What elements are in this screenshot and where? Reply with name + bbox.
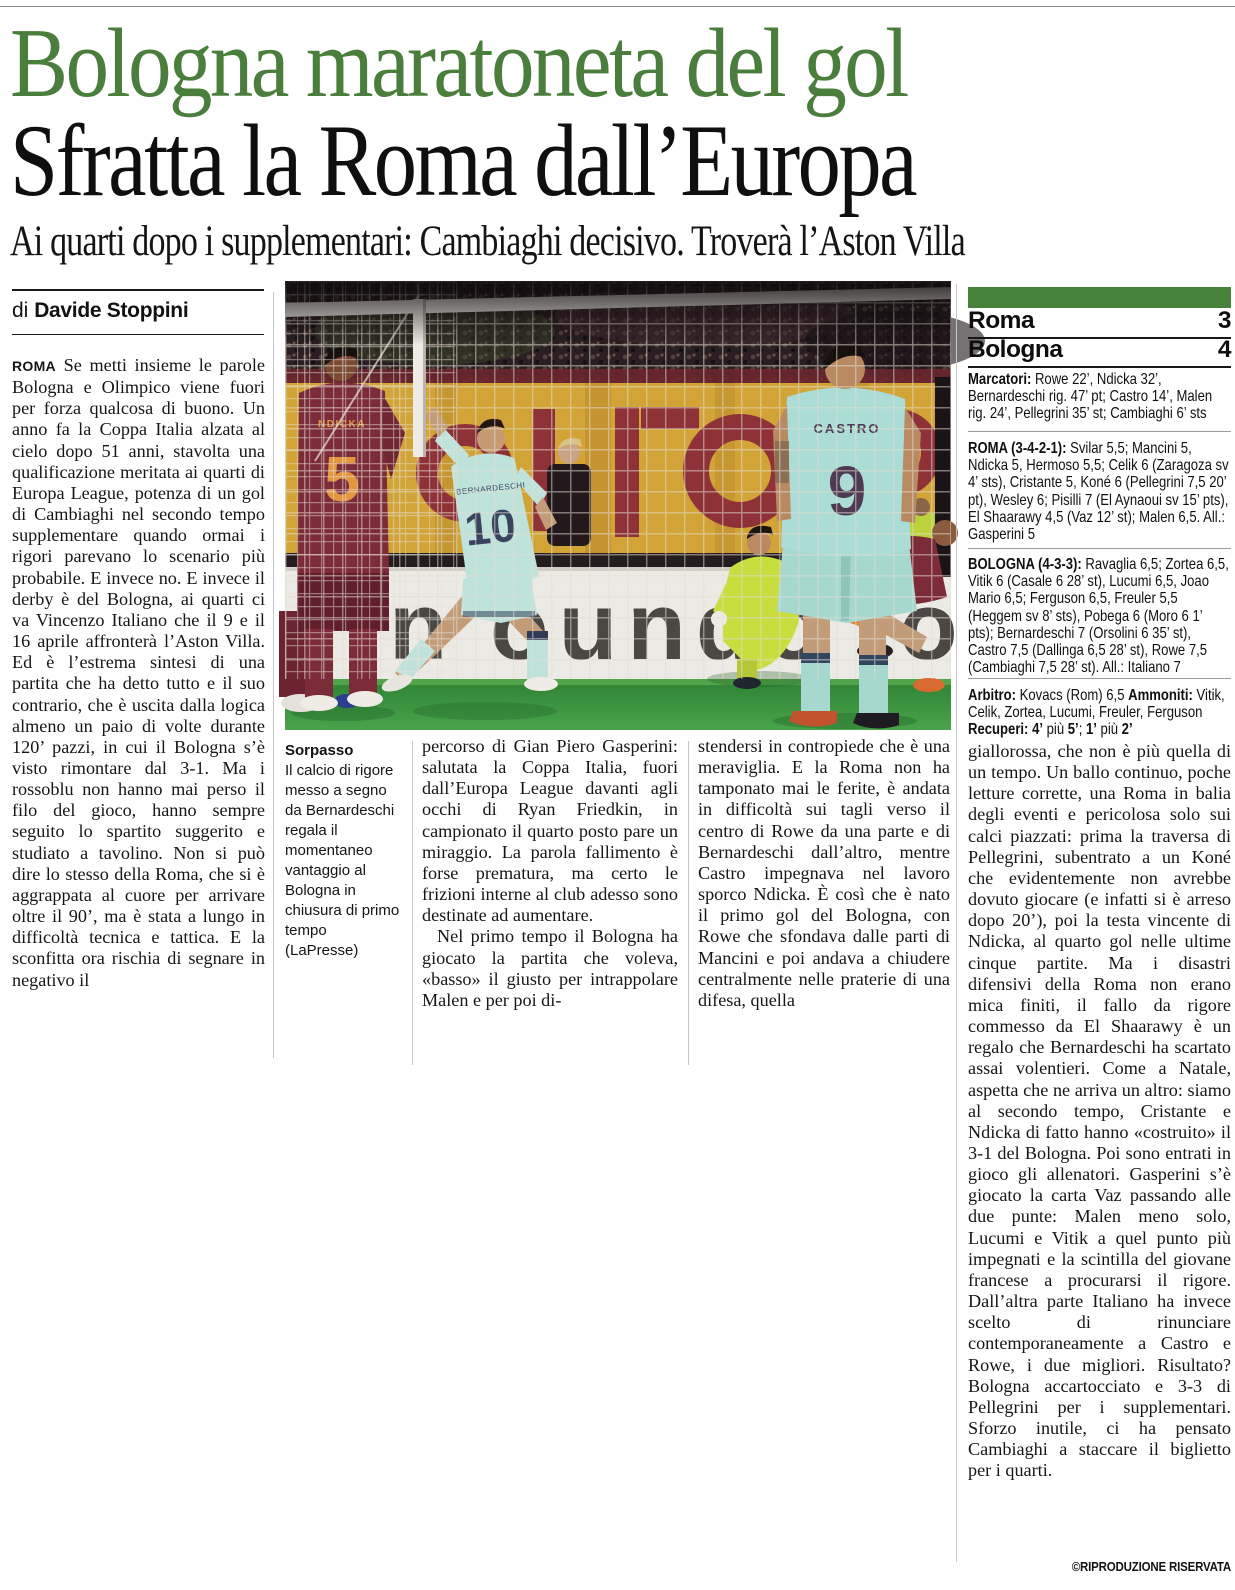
byline-author: Davide Stoppini — [34, 299, 189, 322]
match-photo — [285, 281, 951, 730]
article-col4-text: giallorossa, che non è più quella di un tempo. Un ballo continuo, poche letture corrette, una Roma in balia degli eventi e pericolosa solo sui calci piazzati: prima la traversa di Pellegrini, subentrato a un Koné che evidentemente non avrebbe dovuto giocare (e infatti si è arreso dopo 20’), poi la testa vincente di Ndicka, al quarto gol nelle ultime cinque partite. Ma i disastri difensivi della Roma non erano mica finiti, il fallo da rigore commesso da El Shaarawy è un regalo che Bernardeschi ha scartato assai volentieri. Come a Natale, aspetta che ne arriva un altro: siamo al secondo tempo, Cristante e Ndicka di fatto hanno «costruito» il 3-1 del Bologna. Poi sono entrati in gioco gli allenatori. Gasperini s’è giocato la carta Vaz passando alle due punte: Malen meno solo, Lucumi e Vitik a quel punto più impegnati e la scintilla del giovane francese a procurarsi il rigore. Dall’altra parte Italiano ha invece scelto di rinunciare contemporaneamente a Castro e Rowe, i due migliori. Risultato? Bologna accartocciato e 3-3 di Pellegrini per i supplementari. Sforzo inutile, ci ha pensato Cambiaghi a staccare il biglietto per i quarti. — [968, 741, 1231, 1481]
ammoniti-label: Ammoniti: — [1128, 687, 1197, 704]
away-team-score: 4 — [1217, 336, 1231, 363]
article-col1-text: Se metti insieme le parole Bologna e Olimpico viene fuori per forza qualcosa di buono. Un anno fa la Coppa Italia alzata al cielo dopo 51 anni, stavolta una qualificazione meritata ai quarti di Europa League, potenza di un gol di Cambiaghi nel secondo tempo supplementare quando ormai i rigori parevano lo scenario più probabile. E invece no. E invece il derby è del Bologna, ai quarti ci va Vincenzo Italiano che il 9 e il 16 aprile affronterà l’Aston Villa. Ed è l’estrema sintesi di una partita che ha detto tutto e il suo contrario, che è uscita dalla logica almeno un paio di volte durante 120’ pazzi, in cui il Bologna s’è visto rimontare dal 3-1. Ma i rossoblu non hanno mai perso il filo del gioco, hanno sempre seguito lo spartito suggerito e studiato a tavolino. Non si può dire lo stesso della Roma, che si è aggrappata al cuore per arrivare oltre il 90’, ma è stata a lungo in difficoltà tecnica e tattica. E la sconfitta ora rischia di segnare in negativo il — [12, 355, 265, 990]
photo-caption — [285, 741, 404, 961]
recuperi-label: Recuperi: — [968, 721, 1033, 739]
kicker-headline: Bologna maratoneta del gol — [10, 9, 907, 118]
home-team-score: 3 — [1217, 307, 1231, 334]
article-col2-p2: Nel primo tempo il Bologna ha giocato la partita che voleva, «basso» il giusto per intrappolare Malen e per poi di- — [422, 926, 678, 1010]
article-col2-p1: percorso di Gian Piero Gasperini: salutata la Coppa Italia, fuori dall’Europa League davanti agli occhi di Ryan Friedkin, in campionato il quarto posto pare un miraggio. La parola fallimento è forse prematura, ma certo le frizioni interne al club adesso sono destinate ad aumentare. — [422, 736, 678, 926]
bologna-lineup-text: Ravaglia 6,5; Zortea 6,5, Vitik 6 (Casale 6 28’ st), Lucumi 6,5, Joao Mario 6,5; Ferguson 6,5, Freuler 5,5 (Heggem sv 8’ sts), Pobega 6 (Moro 6 1’ pts); Bernardeschi 7 (Orsolini 6 35’ st), Castro 7,5 (Dallinga 6,5 28’ st), Rowe 7,5 (Cambiaghi 7,5 28’ st). All.: Italiano 7 — [968, 556, 1229, 677]
match-photo-illustration — [285, 281, 951, 730]
scorebox-away-row — [968, 336, 1231, 368]
scorebox-rule-1 — [968, 431, 1231, 432]
article-column-4 — [968, 741, 1231, 1559]
arbitro-text: Kovacs (Rom) 6,5 — [1019, 687, 1129, 704]
scorebox-rule-3 — [968, 678, 1231, 679]
caption-title: Sorpasso — [285, 742, 354, 759]
main-headline: Sfratta la Roma dall’Europa — [10, 104, 915, 218]
column-divider-3 — [688, 741, 689, 1065]
article-column-2 — [422, 736, 678, 1068]
bologna-lineup-label: BOLOGNA (4-3-3): — [968, 556, 1086, 573]
top-rule — [0, 6, 1235, 7]
recuperi-value-3: 1’ — [1085, 721, 1097, 739]
roma-lineup-text: Svilar 5,5; Mancini 5, Ndicka 5, Hermoso 5,5; Celik 6 (Zaragoza sv 4’ sts), Cristante 5, Koné 6 (Pellegrini 7,5 20’ pt), Wesley 6; Pisilli 7 (El Aynaoui sv 15’ pts), El Shaarawy 4,5 (Vaz 12’ st); Malen 6,5. All.: Gasperini 5 — [968, 440, 1229, 544]
scorebox-rule-2 — [968, 548, 1231, 549]
dateline: ROMA — [12, 358, 56, 374]
away-team-name: Bologna — [968, 336, 1063, 363]
scorebox-roma-lineup — [968, 440, 1231, 543]
recuperi-value-1: 4’ — [1032, 721, 1043, 739]
recuperi-sep-1: più — [1042, 721, 1068, 739]
ammoniti-text: Vitik, Celik, Zortea, Lucumi, Freuler, Ferguson — [968, 687, 1225, 722]
recuperi-sep-3: più — [1096, 721, 1122, 739]
home-team-name: Roma — [968, 307, 1035, 334]
column-divider-1 — [273, 292, 274, 1058]
article-col3-text: stendersi in contropiede che è una meraviglia. E la Roma non ha tamponato mai le ferite, è andata in difficoltà sui tagli verso il centro di Rowe da una parte e di Bernardeschi dall’altro, mentre Castro impegnava nel lavoro sporco Ndicka. È così che è nato il primo gol del Bologna, con Rowe che sfondava dalle parti di Mancini e poi andava a chiudere centralmente nelle praterie di una difesa, quella — [698, 736, 950, 1010]
sidebar-divider — [956, 284, 957, 1562]
recuperi-value-2: 5’ — [1067, 721, 1079, 739]
column-divider-2 — [412, 741, 413, 1065]
byline — [12, 289, 264, 335]
arbitro-label: Arbitro: — [968, 687, 1020, 704]
marcatori-text: Rowe 22’, Ndicka 32’, Bernardeschi rig. 47’ pt; Castro 14’, Malen rig. 24’, Pellegrini 35’ st; Cambiaghi 6’ sts — [968, 371, 1213, 423]
scorebox-bologna-lineup — [968, 556, 1231, 676]
marcatori-label: Marcatori: — [968, 371, 1035, 388]
byline-prefix: di — [12, 299, 35, 322]
article-column-1 — [12, 355, 265, 1059]
scorebox-home-row — [968, 307, 1231, 339]
roma-lineup-label: ROMA (3-4-2-1): — [968, 440, 1071, 457]
copyright-notice: ©RIPRODUZIONE RISERVATA — [1071, 1560, 1231, 1574]
recuperi-value-4: 2’ — [1121, 721, 1133, 739]
article-column-3 — [698, 736, 950, 1068]
caption-text: Il calcio di rigore messo a segno da Bernardeschi regala il momentaneo vantaggio al Bologna in chiusura di primo tempo (LaPresse) — [285, 762, 400, 959]
deck-headline: Ai quarti dopo i supplementari: Cambiaghi decisivo. Troverà l’Aston Villa — [10, 218, 965, 265]
scorebox-referee — [968, 687, 1231, 739]
scorebox-marcatori — [968, 371, 1231, 423]
scorebox-green-bar — [968, 287, 1231, 308]
recuperi-sep-2: ; — [1078, 721, 1086, 739]
